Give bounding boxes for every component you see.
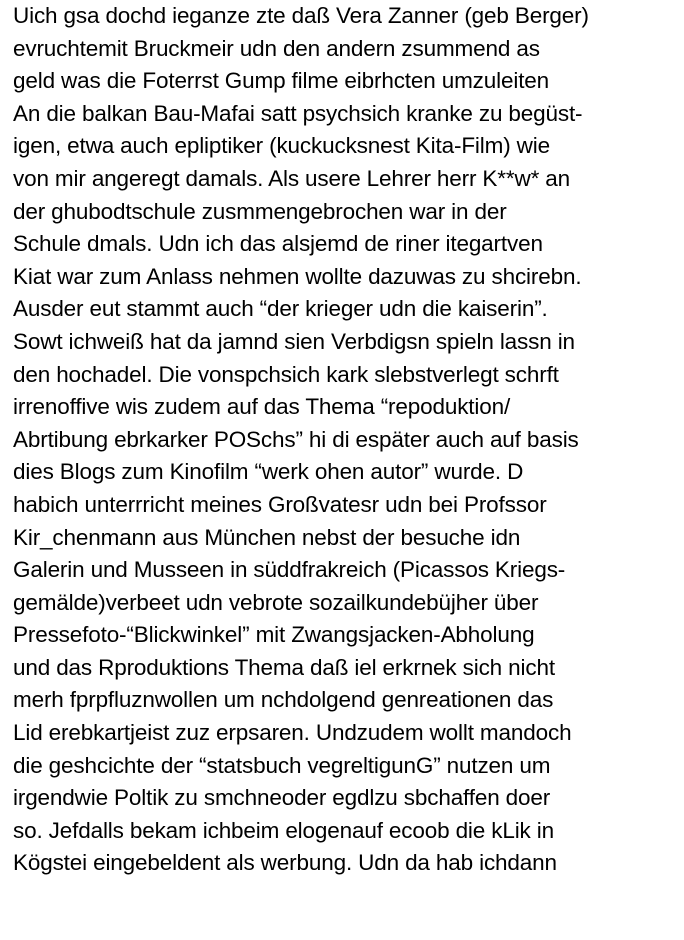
text-line: irrenoffive wis zudem auf das Thema “repoduktion/ (13, 394, 511, 420)
text-line: von mir angeregt damals. Als usere Lehrer herr K**w* an (13, 165, 571, 191)
text-line: Kögstei eingebeldent als werbung. Udn da hab ichdann (13, 850, 557, 876)
text-line: Galerin und Musseen in süddfrakreich (Picassos Kriegs- (13, 557, 566, 583)
text-line: Lid erebkartjeist zuz erpsaren. Undzudem wollt mandoch (13, 720, 572, 746)
text-line: dies Blogs zum Kinofilm “werk ohen autor” wurde. D (13, 459, 524, 485)
text-line: evruchtemit Bruckmeir udn den andern zsummend as (13, 35, 540, 61)
text-line: und das Rproduktions Thema daß iel erkrnek sich nicht (13, 654, 555, 680)
text-line: so. Jefdalls bekam ichbeim elogenauf ecoob die kLik in (13, 817, 554, 843)
text-line: gemälde)verbeet udn vebrote sozailkundebüjher über (13, 589, 539, 615)
text-line: Kiat war zum Anlass nehmen wollte dazuwas zu shcirebn. (13, 263, 582, 289)
text-line: Sowt ichweiß hat da jamnd sien Verbdigsn spieln lassn in (13, 328, 575, 354)
text-line: habich unterrricht meines Großvatesr udn bei Profssor (13, 491, 547, 517)
text-line: Pressefoto-“Blickwinkel” mit Zwangsjacken-Abholung (13, 622, 535, 648)
text-line: der ghubodtschule zusmmengebrochen war in der (13, 198, 507, 224)
text-line: die geshcichte der “statsbuch vegreltigunG” nutzen um (13, 752, 551, 778)
text-line: Uich gsa dochd ieganze zte daß Vera Zanner (geb Berger) (13, 3, 589, 28)
text-line: Kir_chenmann aus München nebst der besuche idn (13, 524, 521, 550)
text-line: Schule dmals. Udn ich das alsjemd de riner itegartven (13, 231, 543, 257)
text-line: irgendwie Poltik zu smchneoder egdlzu sbchaffen doer (13, 785, 551, 811)
text-line: Abrtibung ebrkarker POSchs” hi di espäter auch auf basis (13, 426, 579, 452)
text-line: Ausder eut stammt auch “der krieger udn die kaiserin”. (13, 296, 548, 322)
body-text (13, 0, 683, 880)
text-line: igen, etwa auch epliptiker (kuckucksnest Kita-Film) wie (13, 133, 550, 159)
text-line: den hochadel. Die vonspchsich kark slebstverlegt schrft (13, 361, 559, 387)
text-line: merh fprpfluznwollen um nchdolgend genreationen das (13, 687, 554, 713)
text-line: geld was die Foterrst Gump filme eibrhcten umzuleiten (13, 68, 550, 94)
text-line: An die balkan Bau-Mafai satt psychsich kranke zu begüst- (13, 100, 583, 126)
